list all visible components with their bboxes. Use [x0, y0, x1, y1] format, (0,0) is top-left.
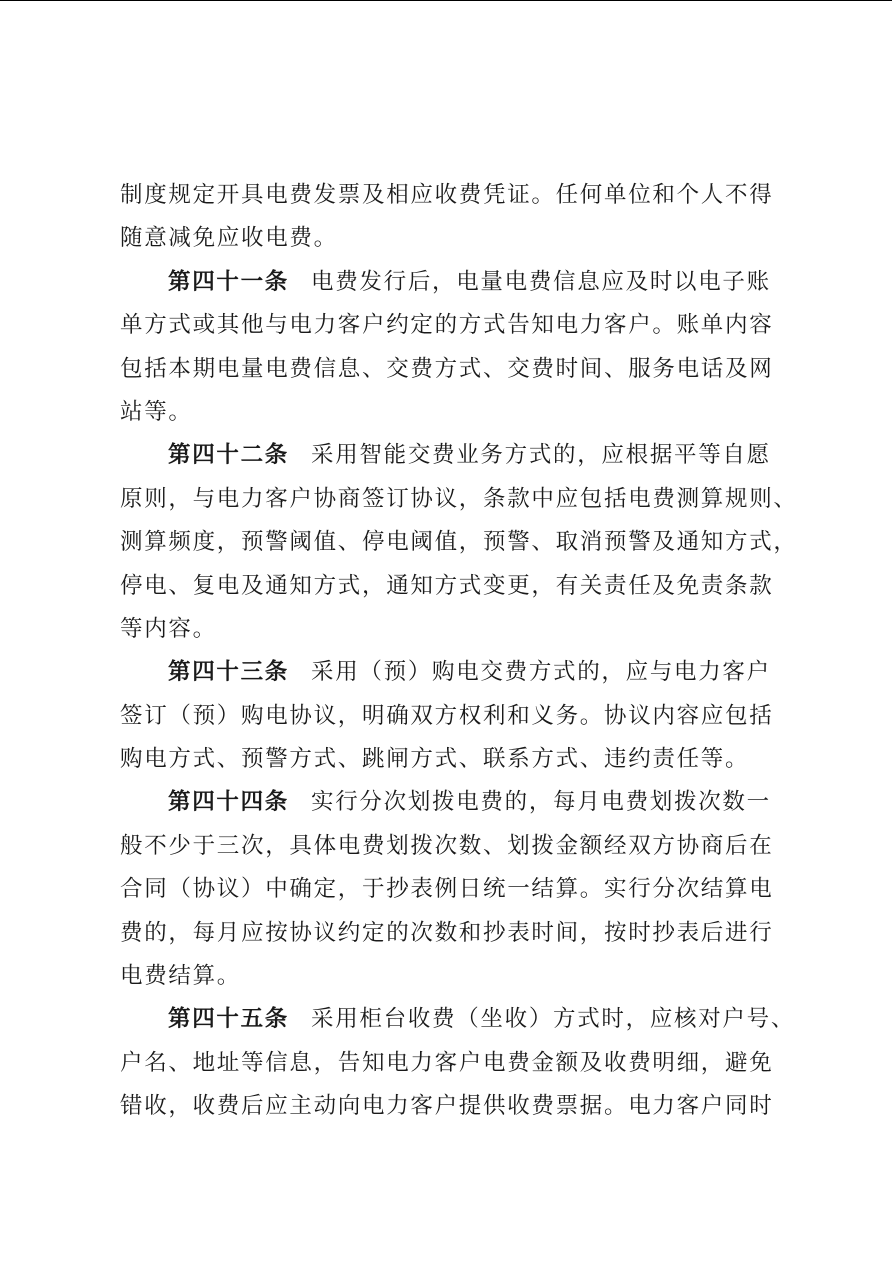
- line-text: 采用柜台收费（坐收）方式时，应核对户号、: [311, 1006, 796, 1033]
- line-text: 签订（预）购电协议，明确双方权利和义务。协议内容应包括: [120, 702, 774, 729]
- line-text: 费的，每月应按协议约定的次数和抄表时间，按时抄表后进行: [120, 919, 774, 946]
- line-text: 错收，收费后应主动向电力客户提供收费票据。电力客户同时: [120, 1093, 774, 1120]
- body-line: [120, 738, 780, 781]
- article-45-heading-line: [120, 998, 796, 1041]
- body-line: [120, 1042, 780, 1085]
- line-text: 随意减免应收电费。: [120, 225, 338, 252]
- line-text: 站等。: [120, 398, 193, 425]
- line-text: 般不少于三次，具体电费划拨次数、划拨金额经双方协商后在: [120, 832, 774, 859]
- body-line: [120, 825, 780, 868]
- line-text: 单方式或其他与电力客户约定的方式告知电力客户。账单内容: [120, 312, 774, 339]
- article-number: 第四十四条: [168, 789, 290, 816]
- line-text: 户名、地址等信息，告知电力客户电费金额及收费明细，避免: [120, 1049, 774, 1076]
- line-text: 采用智能交费业务方式的，应根据平等自愿: [311, 442, 771, 469]
- article-number: 第四十五条: [168, 1006, 290, 1033]
- line-text: 合同（协议）中确定，于抄表例日统一结算。实行分次结算电: [120, 876, 774, 903]
- body-line: [120, 565, 780, 608]
- body-line: [120, 391, 780, 434]
- line-text: 实行分次划拨电费的，每月电费划拨次数一: [311, 789, 771, 816]
- article-43-heading-line: [120, 651, 780, 694]
- line-text: 等内容。: [120, 615, 217, 642]
- body-line: [120, 912, 780, 955]
- article-number: 第四十一条: [168, 268, 290, 295]
- body-line: [120, 478, 798, 521]
- line-text: 原则，与电力客户协商签订协议，条款中应包括电费测算规则、: [120, 485, 798, 512]
- article-number: 第四十三条: [168, 659, 290, 686]
- body-line: [120, 868, 780, 911]
- document-body: [120, 174, 798, 1129]
- body-line: [120, 955, 780, 998]
- body-line: [120, 695, 780, 738]
- body-line: [120, 304, 780, 347]
- line-text: 测算频度，预警阈值、停电阈值，预警、取消预警及通知方式，: [120, 529, 798, 556]
- line-text: 电费发行后，电量电费信息应及时以电子账: [311, 268, 771, 295]
- article-41-heading-line: [120, 261, 780, 304]
- article-number: 第四十二条: [168, 442, 290, 469]
- line-text: 购电方式、预警方式、跳闸方式、联系方式、违约责任等。: [120, 746, 750, 773]
- body-line: [120, 1085, 780, 1128]
- body-line: [120, 521, 798, 564]
- line-text: 停电、复电及通知方式，通知方式变更，有关责任及免责条款: [120, 572, 774, 599]
- body-line: [120, 217, 780, 260]
- line-text: 制度规定开具电费发票及相应收费凭证。任何单位和个人不得: [120, 182, 774, 208]
- line-text: 电费结算。: [120, 963, 242, 990]
- body-line: [120, 174, 780, 217]
- body-line: [120, 608, 780, 651]
- line-text: 包括本期电量电费信息、交费方式、交费时间、服务电话及网: [120, 355, 774, 382]
- body-line: [120, 348, 780, 391]
- article-42-heading-line: [120, 434, 780, 477]
- article-44-heading-line: [120, 781, 780, 824]
- top-border-line: [0, 0, 892, 1]
- line-text: 采用（预）购电交费方式的，应与电力客户: [311, 659, 771, 686]
